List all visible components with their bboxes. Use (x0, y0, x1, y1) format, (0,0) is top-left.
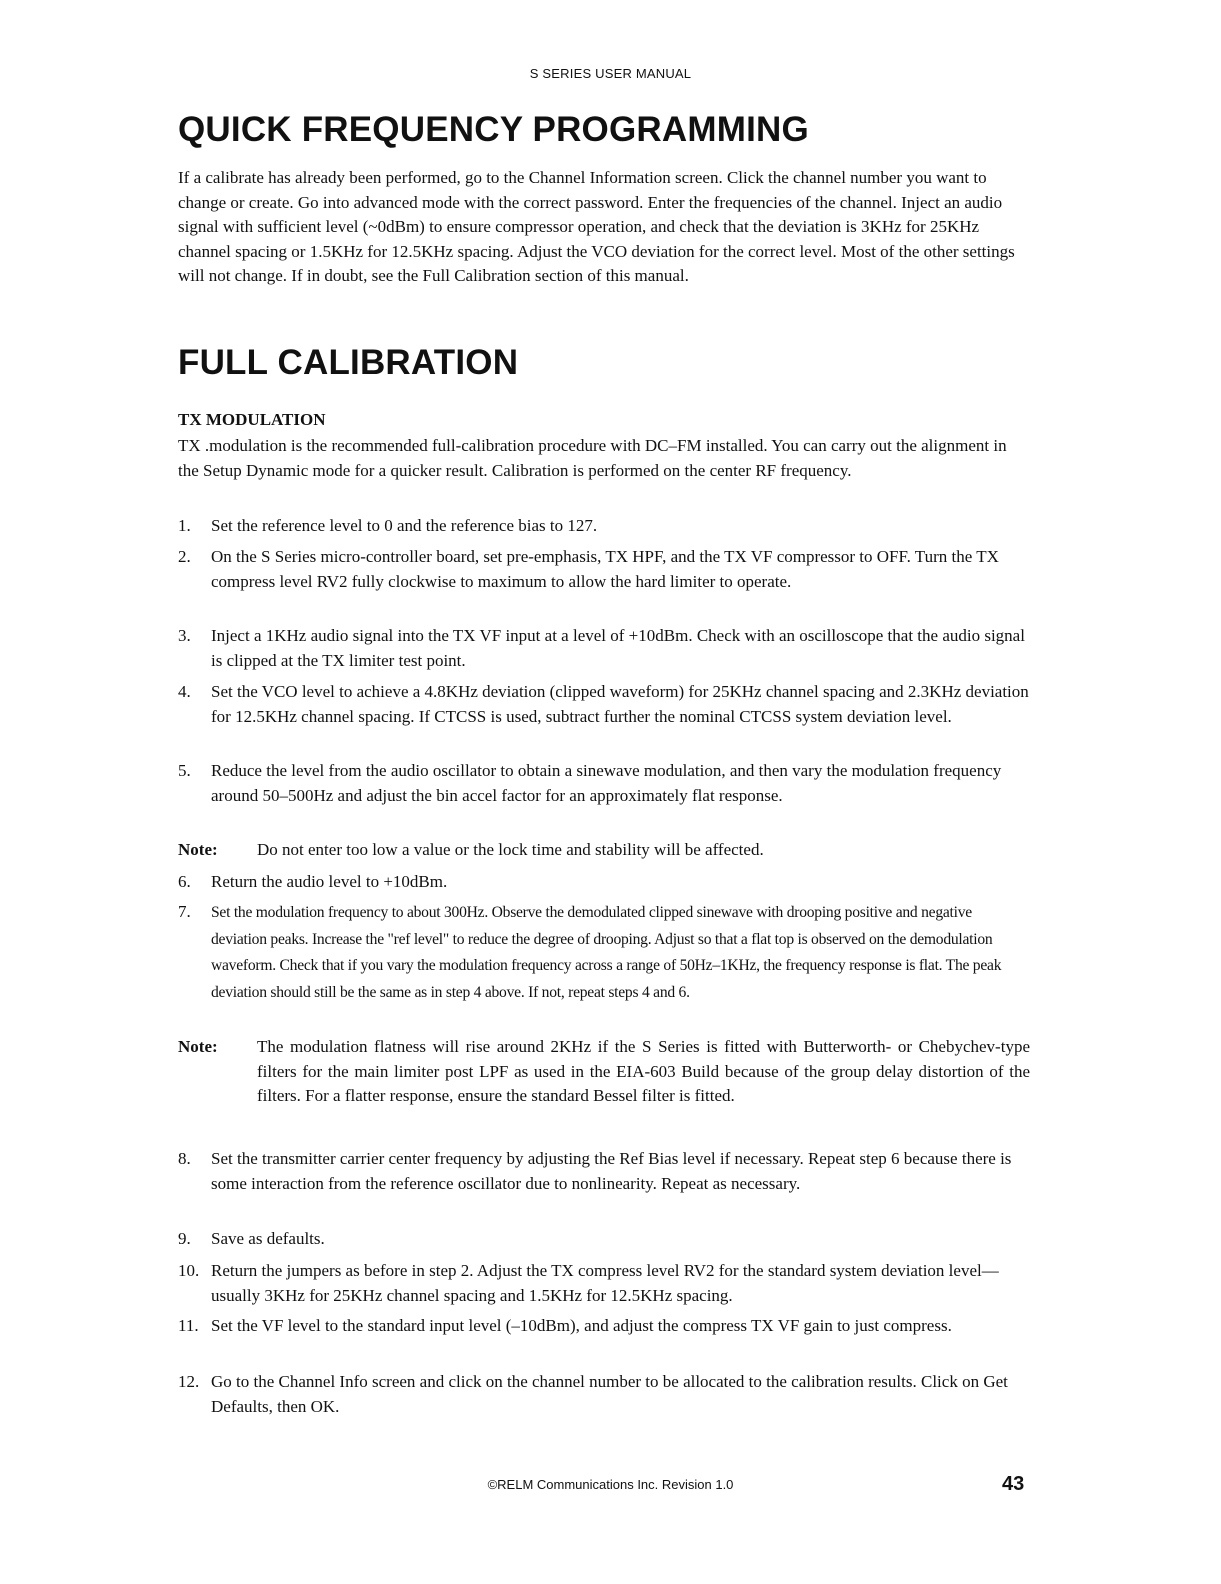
step-item (178, 1370, 1038, 1419)
step-text: On the S Series micro-controller board, set pre-emphasis, TX HPF, and the TX VF compressor to OFF. Turn the TX compress level RV2 fully clockwise to maximum to allow the hard limiter to operate. (211, 547, 999, 591)
step-text: Set the reference level to 0 and the reference bias to 127. (211, 516, 598, 535)
step-number: 10. (178, 1261, 200, 1280)
step-text: Go to the Channel Info screen and click on the channel number to be allocated to the calibration results. Click on Get Defaults, then OK. (211, 1372, 1008, 1416)
step-text: Return the audio level to +10dBm. (211, 872, 448, 891)
step-text: Set the modulation frequency to about 300Hz. Observe the demodulated clipped sinewave with drooping positive and negative deviation peaks. Increase the "ref level" to reduce the degree of drooping. Adjust so that a flat top is observed on the demodulation waveform. Check that if you vary the modulation frequency across a range of 50Hz–1KHz, the frequency response is flat. The peak deviation should still be the same as in step 4 above. If not, repeat steps 4 and 6. (211, 904, 1002, 1001)
step-item (178, 1314, 1038, 1339)
note-label: Note: (178, 1037, 218, 1056)
step-item (178, 870, 1038, 895)
note-label: Note: (178, 840, 218, 859)
step-item (178, 514, 1038, 539)
step-number: 4. (178, 682, 191, 701)
step-item (178, 1147, 1038, 1196)
step-item (178, 900, 1038, 1006)
step-text: Reduce the level from the audio oscillator to obtain a sinewave modulation, and then vary the modulation frequency around 50–500Hz and adjust the bin accel factor for an approximately flat response. (211, 761, 1002, 805)
running-header: S SERIES USER MANUAL (529, 66, 692, 81)
step-number: 3. (178, 626, 191, 645)
step-text: Return the jumpers as before in step 2. Adjust the TX compress level RV2 for the standard system deviation level—usually 3KHz for 25KHz channel spacing and 1.5KHz for 12.5KHz spacing. (211, 1261, 999, 1305)
tx-modulation-intro: TX .modulation is the recommended full-calibration procedure with DC–FM installed. You can carry out the alignment in the Setup Dynamic mode for a quicker result. Calibration is performed on the center RF frequency. (178, 436, 1007, 480)
step-number: 1. (178, 516, 191, 535)
step-text: Set the transmitter carrier center frequency by adjusting the Ref Bias level if necessary. Repeat step 6 because there is some interaction from the reference oscillator due to nonlinearity. Repeat as necessary. (211, 1149, 1012, 1193)
quick-programming-paragraph: If a calibrate has already been performed, go to the Channel Information screen. Click the channel number you want to change or create. Go into advanced mode with the correct password. Enter the frequencies of the channel. Inject an audio signal with sufficient level (~0dBm) to ensure compressor operation, and check that the deviation is 3KHz for 25KHz channel spacing or 1.5KHz for 12.5KHz spacing. Adjust the VCO deviation for the correct level. Most of the other settings will not change. If in doubt, see the Full Calibration section of this manual. (178, 168, 1015, 286)
step-text: Inject a 1KHz audio signal into the TX VF input at a level of +10dBm. Check with an oscilloscope that the audio signal is clipped at the TX limiter test point. (211, 626, 1025, 670)
step-number: 6. (178, 872, 191, 891)
section-title-full-calibration: FULL CALIBRATION (178, 343, 519, 382)
footer-copyright: ©RELM Communications Inc. Revision 1.0 (487, 1477, 734, 1492)
step-item (178, 1227, 1038, 1252)
section-title-quick-frequency-programming: QUICK FREQUENCY PROGRAMMING (178, 110, 809, 149)
step-number: 8. (178, 1149, 191, 1168)
step-text: Set the VCO level to achieve a 4.8KHz deviation (clipped waveform) for 25KHz channel spacing and 2.3KHz deviation for 12.5KHz channel spacing. If CTCSS is used, subtract further the nominal CTCSS system deviation level. (211, 682, 1029, 726)
step-number: 7. (178, 902, 191, 921)
note-item (178, 838, 1038, 863)
step-number: 11. (178, 1316, 199, 1335)
step-item (178, 624, 1038, 673)
step-item (178, 1259, 1038, 1308)
step-text: Set the VF level to the standard input level (–10dBm), and adjust the compress TX VF gain to just compress. (211, 1316, 952, 1335)
step-number: 12. (178, 1372, 200, 1391)
step-item (178, 545, 1038, 594)
note-text: The modulation flatness will rise around 2KHz if the S Series is fitted with Butterworth- or Chebychev-type filters for the main limiter post LPF as used in the EIA-603 Build because of the group delay distortion of the filters. For a flatter response, ensure the standard Bessel filter is fitted. (257, 1037, 1030, 1106)
step-item (178, 680, 1038, 729)
step-number: 9. (178, 1229, 191, 1248)
page-number: 43 (1002, 1473, 1025, 1495)
step-text: Save as defaults. (211, 1229, 325, 1248)
step-item (178, 759, 1038, 808)
note-item (178, 1035, 1038, 1109)
note-text: Do not enter too low a value or the lock time and stability will be affected. (257, 840, 764, 859)
step-number: 5. (178, 761, 191, 780)
subheading-tx-modulation: TX MODULATION (178, 410, 326, 429)
step-number: 2. (178, 547, 191, 566)
